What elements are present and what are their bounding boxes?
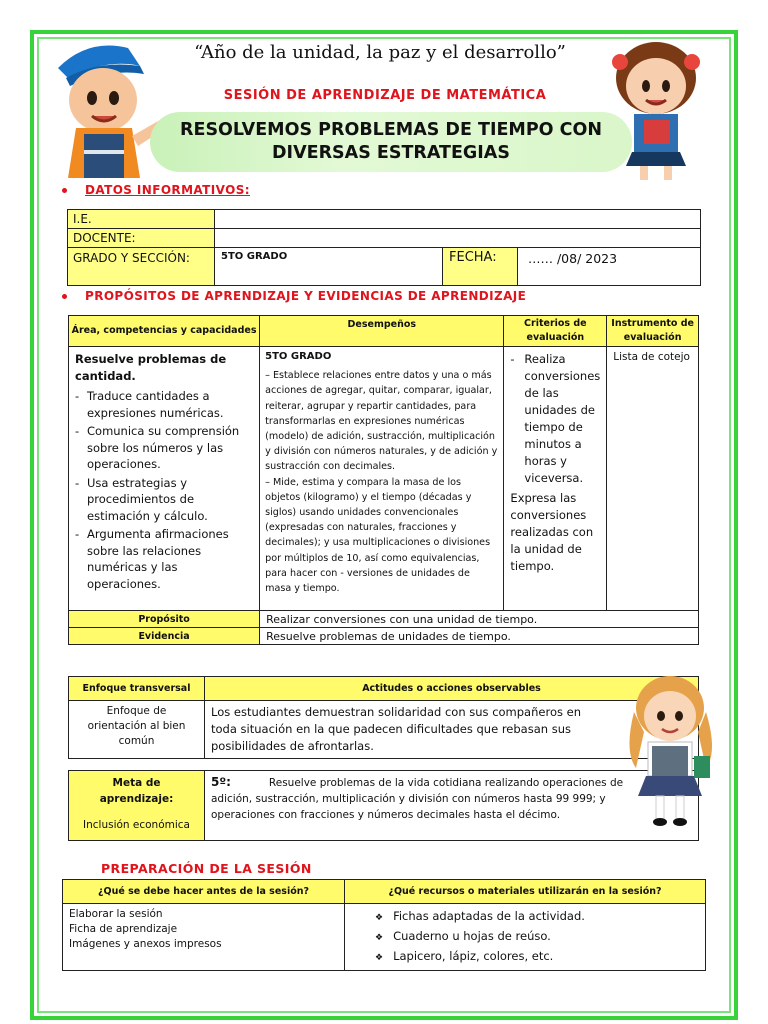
diamond-bullet-icon: ❖ xyxy=(375,933,384,943)
criterios-list xyxy=(510,351,600,487)
desempeno-2: – Mide, estima y compara la masa de los objetos (kilogramo) y el tiempo (décadas y siglos) usando unidades convencionales (expresadas con naturales, fracciones y decimales); y usa multiplicaciones o divisiones por múltiplos de 10, así como equivalencias, para hacer con - versiones de unidades de masa y tiempo. xyxy=(265,476,491,595)
enfoque-col: Enfoque transversal xyxy=(69,677,205,701)
recurso-text: Fichas adaptadas de la actividad. xyxy=(393,909,585,923)
recurso-item xyxy=(375,947,675,967)
preparacion-heading: PREPARACIÓN DE LA SESIÓN xyxy=(101,861,312,876)
fecha-value: …… /08/ 2023 xyxy=(518,248,701,286)
diamond-bullet-icon: ❖ xyxy=(375,913,384,923)
session-title: SESIÓN DE APRENDIZAJE DE MATEMÁTICA xyxy=(223,88,547,103)
desempenos-cell xyxy=(260,347,504,611)
evidencia-value: Resuelve problemas de unidades de tiempo. xyxy=(260,628,699,645)
antes-item: Imágenes y anexos impresos xyxy=(69,938,222,950)
datos-heading xyxy=(62,183,250,197)
preparacion-table xyxy=(62,879,706,971)
capacidad-item: - Usa estrategias y procedimientos de estimación y cálculo. xyxy=(75,475,253,525)
capacidad-item: - Traduce cantidades a expresiones numéricas. xyxy=(75,388,253,421)
recurso-item xyxy=(375,927,675,947)
ie-label: I.E. xyxy=(68,210,215,229)
antes-item: Ficha de aprendizaje xyxy=(69,923,178,935)
competencia: Resuelve problemas de cantidad. xyxy=(75,352,227,383)
evidencia-label: Evidencia xyxy=(69,628,260,645)
criterio-item: - Realiza conversiones de las unidades de tiempo de minutos a horas y viceversa. xyxy=(510,351,600,487)
recurso-item xyxy=(375,907,675,927)
col-instrumento: Instrumento de evaluación xyxy=(607,316,699,347)
propositos-table xyxy=(68,315,699,645)
antes-col: ¿Qué se debe hacer antes de la sesión? xyxy=(63,880,345,904)
meta-label: Meta de aprendizaje: xyxy=(99,777,174,805)
instrumento-cell: Lista de cotejo xyxy=(607,347,699,611)
datos-table xyxy=(67,209,701,286)
col-area: Área, competencias y capacidades xyxy=(69,316,260,347)
recurso-text: Cuaderno u hojas de reúso. xyxy=(393,929,551,943)
bullet-icon xyxy=(62,294,67,299)
docente-value xyxy=(215,229,701,248)
enfoque-table xyxy=(68,676,699,759)
ie-value xyxy=(215,210,701,229)
col-desempenos: Desempeños xyxy=(260,316,504,347)
banner-title-line-2: DIVERSAS ESTRATEGIAS xyxy=(272,143,510,163)
col-criterios: Criterios de evaluación xyxy=(504,316,607,347)
meta-cell xyxy=(69,771,205,841)
area-cell xyxy=(69,347,260,611)
meta-table xyxy=(68,770,699,841)
propositos-heading-text: PROPÓSITOS DE APRENDIZAJE Y EVIDENCIAS DE APRENDIZAJE xyxy=(85,289,527,303)
criterios-cell xyxy=(504,347,607,611)
year-motto: “Año de la unidad, la paz y el desarrollo” xyxy=(194,42,566,63)
proposito-label: Propósito xyxy=(69,611,260,628)
grado-label: GRADO Y SECCIÓN: xyxy=(68,248,215,286)
capacidades-list xyxy=(75,388,253,592)
meta-sub: Inclusión económica xyxy=(83,819,190,831)
fecha-label: FECHA: xyxy=(443,248,518,286)
meta-grade: 5º: xyxy=(211,775,231,789)
bullet-icon xyxy=(62,188,67,193)
docente-label: DOCENTE: xyxy=(68,229,215,248)
propositos-heading xyxy=(62,289,526,303)
schoolgirl-illustration xyxy=(620,672,722,830)
enfoque-name: Enfoque de orientación al bien común xyxy=(69,701,205,759)
banner-title-line-1: RESOLVEMOS PROBLEMAS DE TIEMPO CON xyxy=(180,120,602,140)
antes-item: Elaborar la sesión xyxy=(69,908,163,920)
capacidad-item: - Comunica su comprensión sobre los números y las operaciones. xyxy=(75,423,253,473)
datos-heading-text: DATOS INFORMATIVOS: xyxy=(85,183,250,197)
antes-cell xyxy=(63,904,345,971)
recursos-cell xyxy=(345,904,706,971)
title-banner xyxy=(150,112,632,172)
proposito-value: Realizar conversiones con una unidad de tiempo. xyxy=(260,611,699,628)
desempenos-grado: 5TO GRADO xyxy=(265,351,332,362)
capacidad-item: - Argumenta afirmaciones sobre las relaciones numéricas y las operaciones. xyxy=(75,526,253,592)
criterio-2: Expresa las conversiones realizadas con la unidad de tiempo. xyxy=(510,491,594,573)
diamond-bullet-icon: ❖ xyxy=(375,953,384,963)
recurso-text: Lapicero, lápiz, colores, etc. xyxy=(393,949,554,963)
desempeno-1: – Establece relaciones entre datos y una o más acciones de agregar, quitar, comparar, igualar, reiterar, agrupar y repartir cantidades, para transformarlas en expresiones numéricas (modelo) de adición, sustracción, multiplicación y división con números naturales, y de adición y sustracción con decimales. xyxy=(265,370,498,473)
recursos-col: ¿Qué recursos o materiales utilizarán en la sesión? xyxy=(345,880,706,904)
grado-value: 5TO GRADO xyxy=(215,248,443,286)
meta-text: Resuelve problemas de la vida cotidiana realizando operaciones de adición, sustracción, multiplicación y división con números hasta 99 999; y operaciones con fracciones y números decimales hasta el décimo. xyxy=(211,777,624,821)
actitudes-col: Actitudes o acciones observables xyxy=(205,677,699,701)
enfoque-text: Los estudiantes demuestran solidaridad con sus compañeros en toda situación en la que padecen dificultades que rebasan sus posibilidades de afrontarlas. xyxy=(205,701,699,759)
